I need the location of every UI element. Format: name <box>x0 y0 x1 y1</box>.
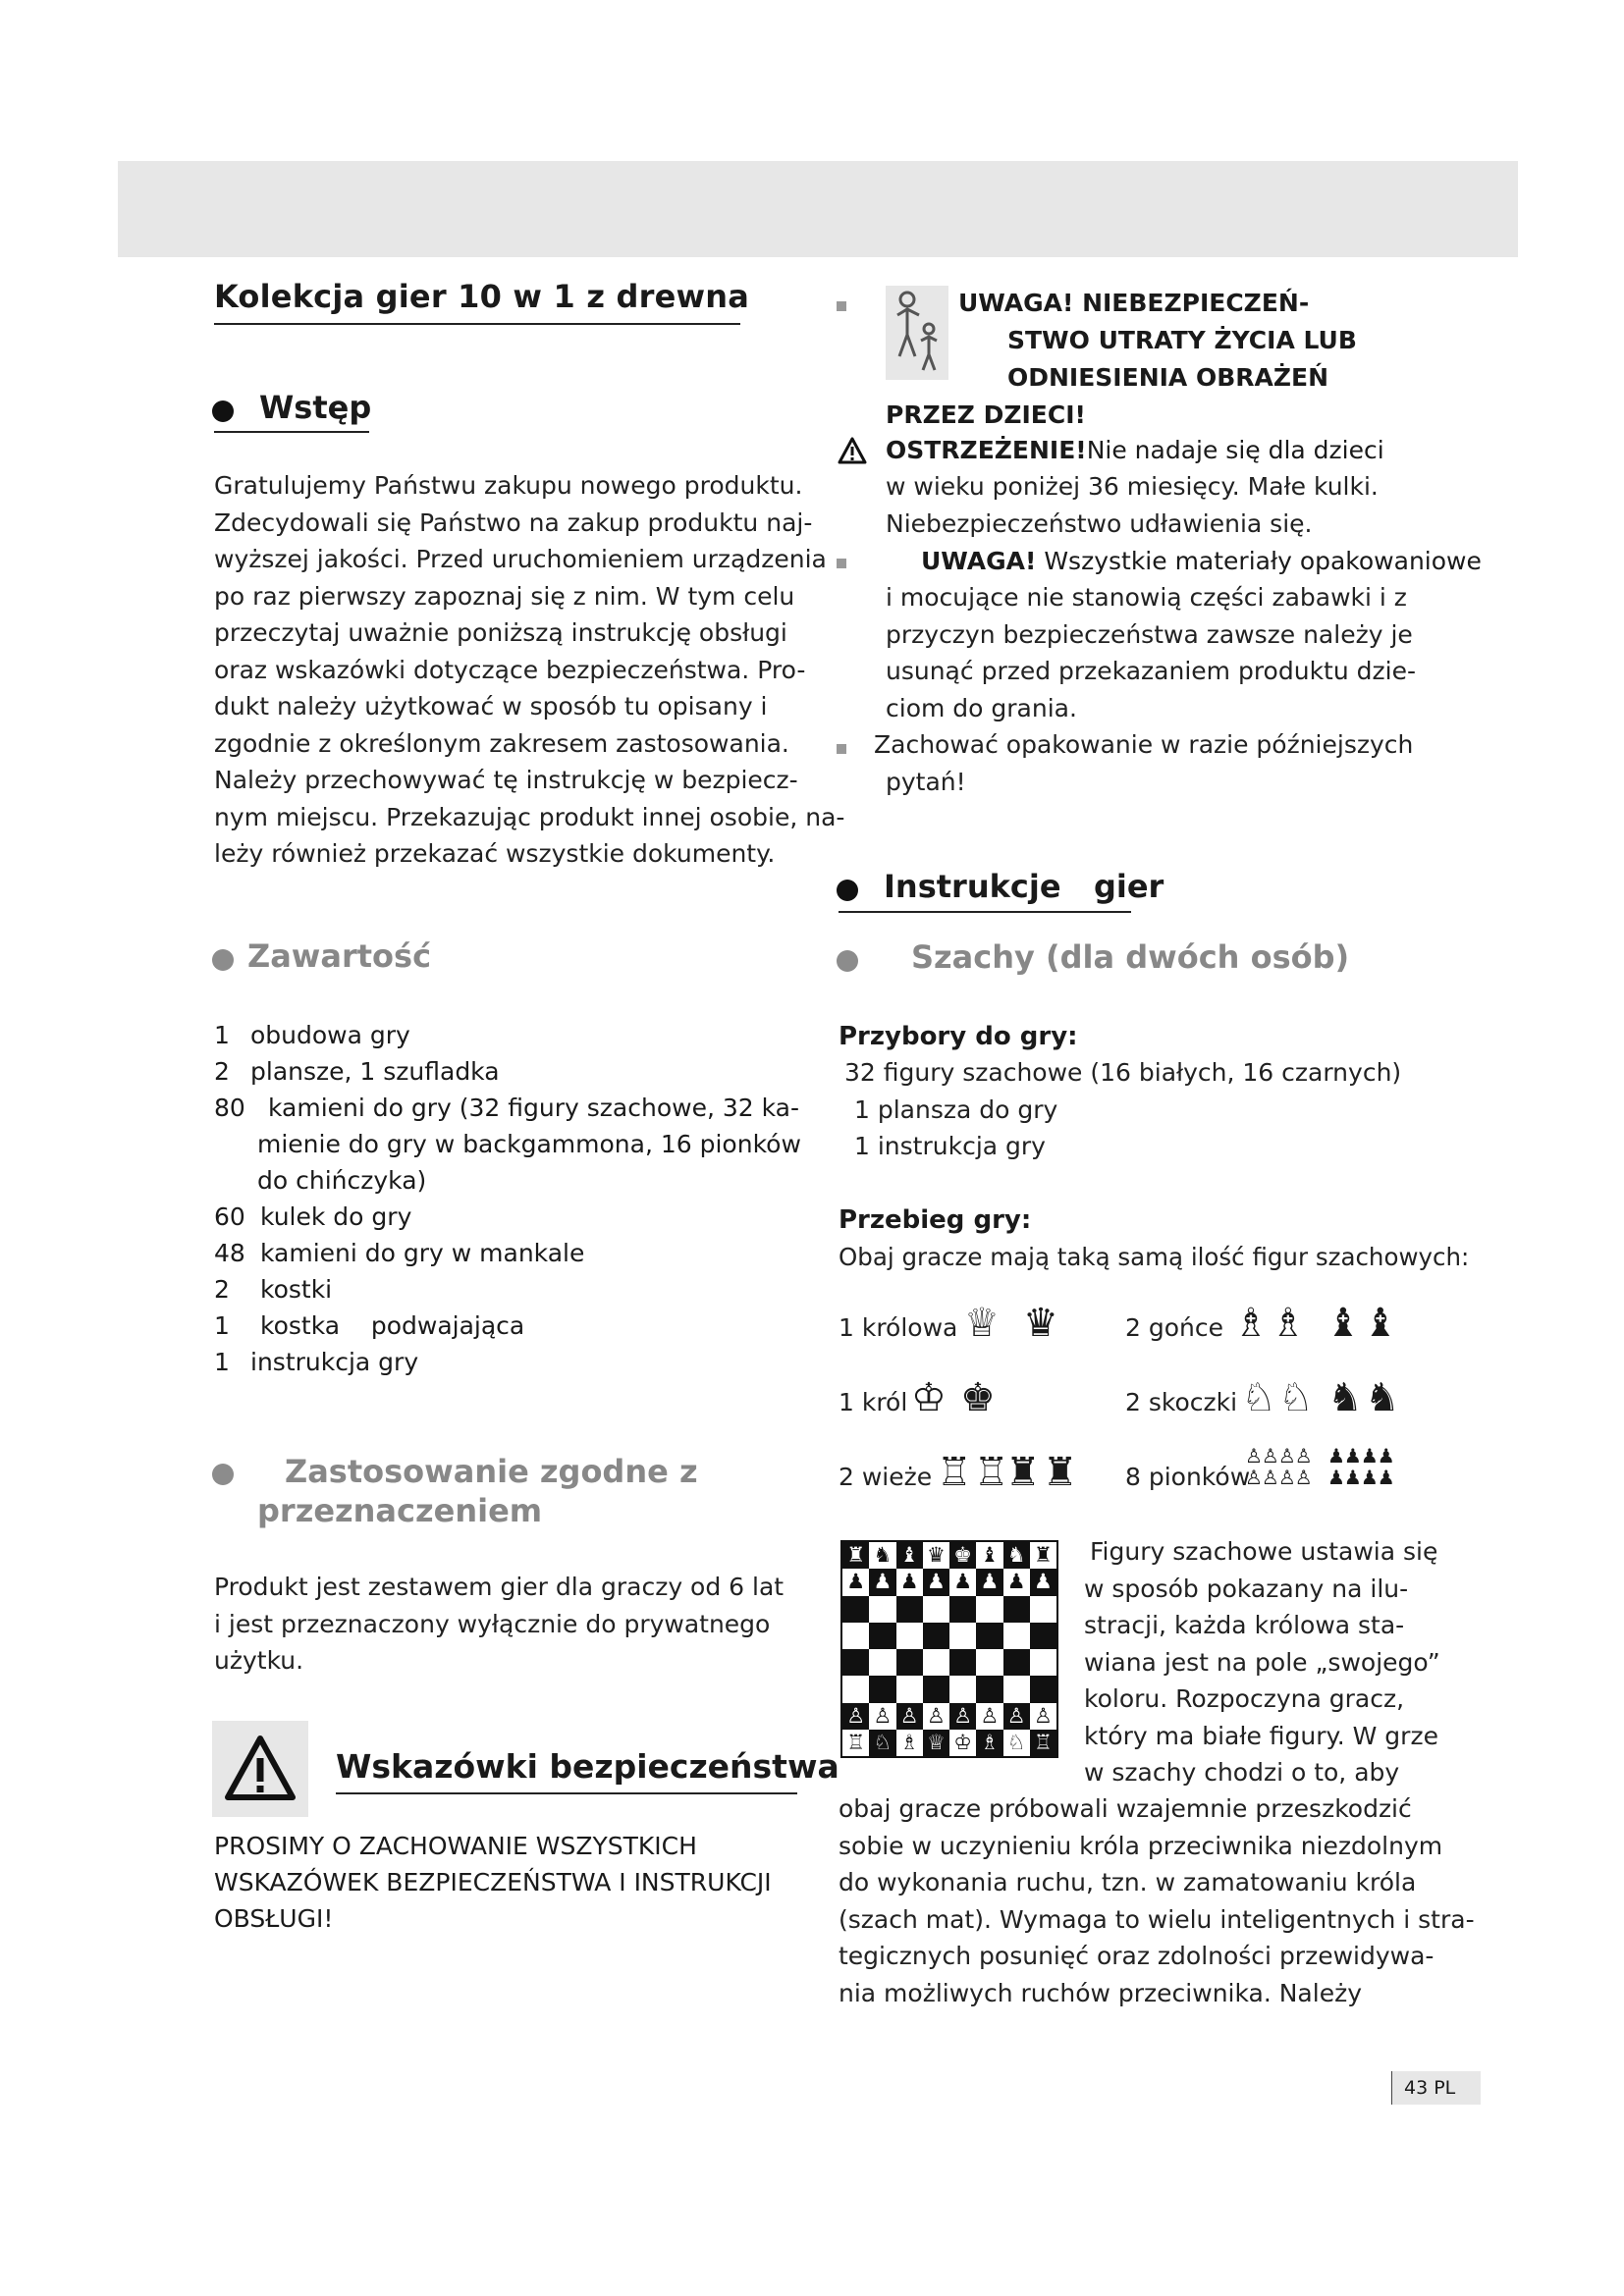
board-square <box>1003 1730 1030 1756</box>
pawns-black-icon: ♟♟♟♟ ♟♟♟♟ <box>1327 1444 1394 1489</box>
board-square <box>842 1703 869 1730</box>
piece-king-label: 1 król <box>839 1388 908 1416</box>
board-square <box>1030 1649 1056 1676</box>
section-bullet-icon <box>212 949 234 971</box>
board-piece-icon: ♙ <box>873 1703 893 1728</box>
packaging-text: i mocujące nie stanowią części zabawki i z przyczyn bezpieczeństwa zawsze należy je usunąć przed przekazaniem produktu dzie- ciom do grania. <box>886 583 1416 722</box>
warning-text: w wieku poniżej 36 miesięcy. Małe kulki. Niebezpieczeństwo udławienia się. <box>886 472 1379 538</box>
board-square <box>949 1569 976 1595</box>
board-square <box>976 1623 1002 1649</box>
board-square <box>976 1649 1002 1676</box>
board-square <box>1030 1703 1056 1730</box>
list-item: 80 kamieni do gry (32 figury szachowe, 32 ka- <box>214 1094 799 1122</box>
board-square <box>923 1649 949 1676</box>
board-square <box>896 1596 923 1623</box>
instructions-underline <box>839 911 1131 913</box>
board-square <box>842 1623 869 1649</box>
knights-black-icon: ♞♞ <box>1327 1375 1402 1420</box>
board-square <box>896 1569 923 1595</box>
board-square <box>842 1596 869 1623</box>
warning-text-line1: OSTRZEŻENIE!Nie nadaje się dla dzieci <box>886 436 1384 464</box>
board-square <box>1030 1596 1056 1623</box>
board-square <box>949 1730 976 1756</box>
bishops-white-icon: ♗♗ <box>1233 1301 1308 1346</box>
board-square <box>896 1623 923 1649</box>
bishops-black-icon: ♝♝ <box>1326 1301 1400 1346</box>
board-piece-icon: ♙ <box>953 1703 973 1728</box>
board-square <box>976 1569 1002 1595</box>
bullet-icon <box>837 744 846 754</box>
keep-packaging-text: Zachować opakowanie w razie późniejszych pytań! <box>874 730 1414 796</box>
board-piece-icon: ♘ <box>1006 1730 1026 1754</box>
piece-knights-label: 2 skoczki <box>1125 1388 1238 1416</box>
board-piece-icon: ♜ <box>1033 1543 1053 1568</box>
list-item: 2 kostki <box>214 1275 333 1304</box>
board-square <box>1003 1596 1030 1623</box>
list-item: 1 kostka podwajająca <box>214 1311 525 1340</box>
board-piece-icon: ♜ <box>846 1543 866 1568</box>
board-square <box>949 1623 976 1649</box>
contents-heading: Zawartość <box>247 937 432 975</box>
board-square <box>1030 1730 1056 1756</box>
intro-heading: Wstęp <box>259 389 372 426</box>
intended-use-heading-2: przeznaczeniem <box>257 1492 543 1529</box>
king-white-icon: ♔ <box>911 1375 947 1420</box>
board-square <box>923 1676 949 1702</box>
child-warning-line1: UWAGA! NIEBEZPIECZEŃ- <box>958 289 1310 317</box>
pawns-white-icon: ♙♙♙♙ ♙♙♙♙ <box>1245 1444 1312 1489</box>
intended-use-text: Produkt jest zestawem gier dla graczy od 6 lat i jest przeznaczony wyłącznie do prywatnego użytku. <box>214 1573 785 1675</box>
board-piece-icon: ♝ <box>899 1543 919 1568</box>
board-square <box>896 1703 923 1730</box>
rooks-white-icon: ♖♖ <box>937 1450 1011 1495</box>
board-square <box>923 1730 949 1756</box>
chessboard-setup-diagram <box>840 1540 1058 1758</box>
safety-caps-text: PROSIMY O ZACHOWANIE WSZYSTKICH WSKAZÓWEK BEZPIECZEŃSTWA I INSTRUKCJI OBSŁUGI! <box>214 1832 772 1933</box>
board-square <box>896 1730 923 1756</box>
equipment-heading: Przybory do gry: <box>839 1022 1078 1051</box>
board-square <box>896 1542 923 1569</box>
packaging-line1: UWAGA! Wszystkie materiały opakowaniowe <box>921 547 1482 575</box>
board-piece-icon: ♙ <box>1006 1703 1026 1728</box>
board-square <box>1030 1542 1056 1569</box>
board-piece-icon: ♔ <box>953 1730 973 1754</box>
board-square <box>976 1703 1002 1730</box>
queen-white-icon: ♕ <box>964 1301 1000 1346</box>
intro-text: Gratulujemy Państwu zakupu nowego produktu. Zdecydowali się Państwo na zakup produktu naj- wyższej jakości. Przed uruchomieniem urządzenia po raz pierwszy zapoznaj się z nim. W tym celu przeczytaj uważnie poniższą instrukcję obsługi oraz wskazówki dotyczące bezpieczeństwa. Pro- dukt należy użytkować w sposób tu opisany i zgodnie z określonym zakresem zastosowania. Należy przechowywać tę instrukcję w bezpiecz- nym miejscu. Przekazując produkt innej osobie, na- leży również przekazać wszystkie dokumenty. <box>214 471 845 868</box>
instructions-heading: Instrukcje gier <box>884 868 1164 905</box>
safety-underline <box>336 1792 797 1794</box>
section-bullet-icon <box>837 880 858 901</box>
board-piece-icon: ♟ <box>980 1570 1000 1594</box>
board-piece-icon: ♝ <box>980 1543 1000 1568</box>
piece-bishops-label: 2 gońce <box>1125 1313 1223 1342</box>
board-piece-icon: ♕ <box>926 1730 946 1754</box>
board-square <box>842 1649 869 1676</box>
board-piece-icon: ♙ <box>980 1703 1000 1728</box>
course-intro: Obaj gracze mają taką samą ilość figur szachowych: <box>839 1243 1470 1271</box>
board-square <box>923 1623 949 1649</box>
board-piece-icon: ♗ <box>899 1730 919 1754</box>
board-square <box>869 1649 895 1676</box>
board-square <box>1030 1569 1056 1595</box>
bullet-icon <box>837 559 846 568</box>
board-square <box>896 1676 923 1702</box>
board-square <box>923 1703 949 1730</box>
board-square <box>842 1542 869 1569</box>
knights-white-icon: ♘♘ <box>1241 1375 1316 1420</box>
board-square <box>1003 1676 1030 1702</box>
warning-triangle-icon <box>212 1721 308 1817</box>
document-title: Kolekcja gier 10 w 1 z drewna <box>214 278 750 315</box>
equipment-list: 32 figury szachowe (16 białych, 16 czarnych) 1 plansza do gry 1 instrukcja gry <box>844 1058 1402 1160</box>
board-piece-icon: ♟ <box>953 1570 973 1594</box>
board-piece-icon: ♞ <box>1006 1543 1026 1568</box>
board-square <box>842 1730 869 1756</box>
intro-underline <box>214 431 369 433</box>
board-square <box>976 1542 1002 1569</box>
course-heading: Przebieg gry: <box>839 1205 1032 1235</box>
board-square <box>1003 1542 1030 1569</box>
board-square <box>923 1569 949 1595</box>
list-item: 1 obudowa gry <box>214 1021 410 1049</box>
board-square <box>869 1676 895 1702</box>
board-square <box>869 1542 895 1569</box>
intended-use-heading-1: Zastosowanie zgodne z <box>285 1453 698 1490</box>
section-bullet-icon <box>837 950 858 972</box>
board-piece-icon: ♗ <box>980 1730 1000 1754</box>
setup-text-wide: obaj gracze próbowali wzajemnie przeszkodzić sobie w uczynieniu króla przeciwnika niezdolnym do wykonania ruchu, tzn. w zamatowaniu króla (szach mat). Wymaga to wielu inteligentnych i stra- tegicznych posunięć oraz zdolności przewidywa- nia możliwych ruchów przeciwnika. Należy <box>839 1794 1475 2007</box>
board-square <box>869 1730 895 1756</box>
board-square <box>949 1596 976 1623</box>
section-bullet-icon <box>212 400 234 422</box>
board-square <box>1030 1676 1056 1702</box>
header-band <box>118 161 1518 257</box>
queen-black-icon: ♛ <box>1023 1301 1058 1346</box>
safety-heading: Wskazówki bezpieczeństwa <box>336 1747 839 1786</box>
board-square <box>869 1569 895 1595</box>
child-warning-line3: ODNIESIENIA OBRAŻEŃ <box>1007 363 1329 392</box>
board-square <box>1030 1623 1056 1649</box>
board-piece-icon: ♙ <box>846 1703 866 1728</box>
bullet-icon <box>837 301 846 311</box>
board-piece-icon: ♟ <box>1006 1570 1026 1594</box>
board-square <box>976 1596 1002 1623</box>
board-piece-icon: ♖ <box>846 1730 866 1754</box>
board-piece-icon: ♚ <box>953 1543 973 1568</box>
list-item: 48 kamieni do gry w mankale <box>214 1239 585 1267</box>
setup-text-narrow: Figury szachowe ustawia się w sposób pokazany na ilu- stracji, każda królowa sta- wiana jest na pole „swojego” koloru. Rozpoczyna gracz, który ma białe figury. W grze w szachy chodzi o to, aby <box>1084 1537 1440 1787</box>
board-square <box>923 1542 949 1569</box>
board-piece-icon: ♖ <box>1033 1730 1053 1754</box>
child-warning-line4: PRZEZ DZIECI! <box>886 400 1086 429</box>
board-piece-icon: ♙ <box>899 1703 919 1728</box>
board-piece-icon: ♞ <box>873 1543 893 1568</box>
board-square <box>976 1676 1002 1702</box>
piece-pawns-label: 8 pionków <box>1125 1463 1251 1491</box>
board-square <box>896 1649 923 1676</box>
board-square <box>949 1542 976 1569</box>
child-hazard-icon <box>886 286 948 380</box>
rooks-black-icon: ♜♜ <box>1005 1450 1080 1495</box>
board-square <box>1003 1569 1030 1595</box>
list-item: 2 plansze, 1 szufladka <box>214 1057 500 1086</box>
board-piece-icon: ♟ <box>926 1570 946 1594</box>
piece-queen-label: 1 królowa <box>839 1313 958 1342</box>
board-square <box>1003 1703 1030 1730</box>
board-square <box>949 1676 976 1702</box>
section-bullet-icon <box>212 1464 234 1485</box>
board-square <box>949 1703 976 1730</box>
piece-rooks-label: 2 wieże <box>839 1463 933 1491</box>
board-piece-icon: ♛ <box>926 1543 946 1568</box>
board-square <box>869 1596 895 1623</box>
board-square <box>869 1703 895 1730</box>
board-square <box>949 1649 976 1676</box>
board-square <box>1003 1623 1030 1649</box>
board-piece-icon: ♙ <box>1033 1703 1053 1728</box>
board-piece-icon: ♟ <box>873 1570 893 1594</box>
board-square <box>976 1730 1002 1756</box>
list-item: 60 kulek do gry <box>214 1202 412 1231</box>
board-piece-icon: ♙ <box>926 1703 946 1728</box>
board-square <box>923 1596 949 1623</box>
king-black-icon: ♚ <box>960 1375 996 1420</box>
child-warning-line2: STWO UTRATY ŻYCIA LUB <box>1007 326 1357 354</box>
board-square <box>842 1676 869 1702</box>
chess-heading: Szachy (dla dwóch osób) <box>911 938 1350 976</box>
board-piece-icon: ♟ <box>1033 1570 1053 1594</box>
board-square <box>869 1623 895 1649</box>
warning-triangle-icon <box>837 436 868 465</box>
board-square <box>842 1569 869 1595</box>
board-piece-icon: ♘ <box>873 1730 893 1754</box>
board-piece-icon: ♟ <box>899 1570 919 1594</box>
page-number: 43 PL <box>1392 2071 1481 2105</box>
board-square <box>1003 1649 1030 1676</box>
board-piece-icon: ♟ <box>846 1570 866 1594</box>
list-item: 1 instrukcja gry <box>214 1348 419 1376</box>
title-underline <box>214 323 740 325</box>
